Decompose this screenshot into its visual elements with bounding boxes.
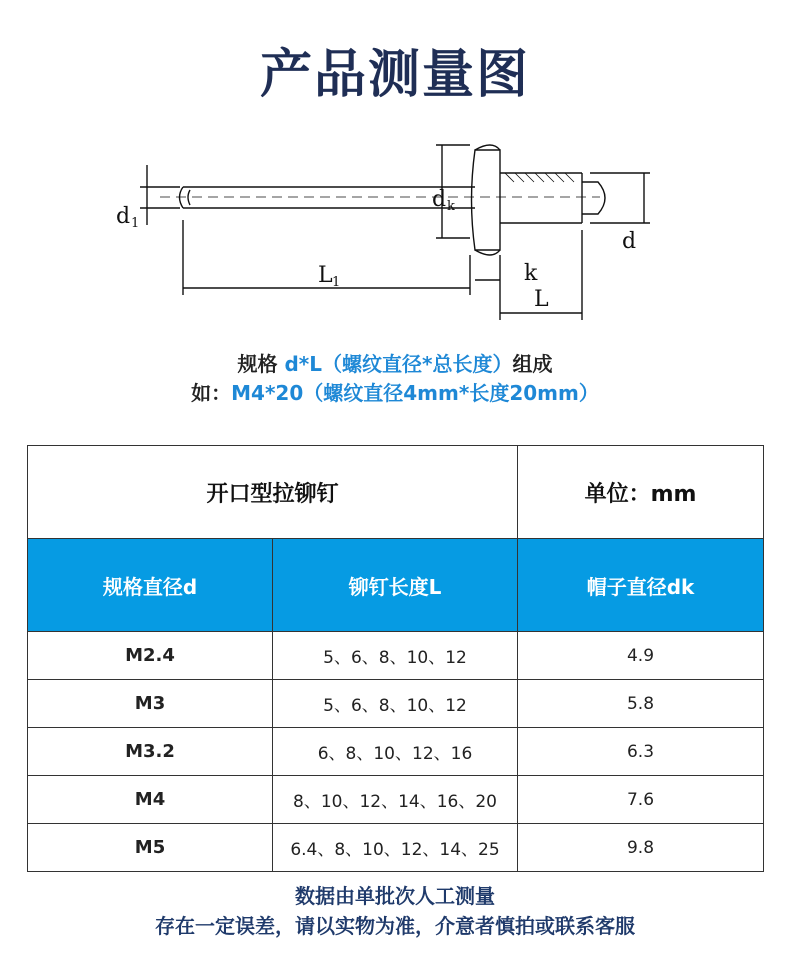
label-dk-sub: k — [447, 199, 455, 214]
spec-description — [0, 348, 790, 377]
label-k: k — [524, 261, 538, 286]
rivet-diagram — [0, 120, 790, 340]
label-L: L — [534, 287, 549, 312]
page-title: 产品测量图 — [259, 45, 530, 105]
cell-model: M2.4 — [28, 632, 273, 680]
header-head-diameter: 帽子直径dk — [518, 539, 764, 632]
header-diameter: 规格直径d — [28, 539, 273, 632]
cell-dk: 5.8 — [518, 680, 764, 728]
spec-table — [27, 445, 764, 872]
spec-formula: d*L（螺纹直径*总长度） — [284, 352, 513, 376]
table-row — [28, 728, 764, 776]
cell-length: 8、10、12、14、16、20 — [273, 776, 518, 824]
table-title-row — [28, 446, 764, 539]
cell-model: M5 — [28, 824, 273, 872]
label-d: d — [622, 229, 637, 254]
cell-model: M3.2 — [28, 728, 273, 776]
header-length: 铆钉长度L — [273, 539, 518, 632]
cell-length: 6、8、10、12、16 — [273, 728, 518, 776]
cell-length: 6.4、8、10、12、14、25 — [273, 824, 518, 872]
footer-note-1: 数据由单批次人工测量 — [295, 884, 495, 908]
example-value: M4*20（螺纹直径4mm*长度20mm） — [231, 381, 599, 405]
cell-length: 5、6、8、10、12 — [273, 632, 518, 680]
label-L1-sub: 1 — [332, 275, 341, 290]
spec-example — [0, 377, 790, 406]
cell-length: 5、6、8、10、12 — [273, 680, 518, 728]
table-row — [28, 776, 764, 824]
label-L1: L — [318, 263, 333, 288]
label-d1: d — [116, 204, 131, 229]
table-row — [28, 824, 764, 872]
cell-dk: 4.9 — [518, 632, 764, 680]
spec-suffix: 组成 — [512, 352, 553, 376]
example-prefix: 如： — [191, 381, 232, 405]
unit-label: 单位：mm — [518, 446, 764, 539]
product-name: 开口型拉铆钉 — [28, 446, 518, 539]
cell-dk: 7.6 — [518, 776, 764, 824]
cell-model: M3 — [28, 680, 273, 728]
footer-note-2: 存在一定误差，请以实物为准，介意者慎拍或联系客服 — [155, 914, 635, 938]
table-row — [28, 632, 764, 680]
spec-prefix: 规格 — [237, 352, 285, 376]
cell-dk: 6.3 — [518, 728, 764, 776]
cell-dk: 9.8 — [518, 824, 764, 872]
label-dk: d — [432, 187, 447, 212]
cell-model: M4 — [28, 776, 273, 824]
label-d1-sub: 1 — [131, 216, 140, 231]
table-row — [28, 680, 764, 728]
table-header-row — [28, 539, 764, 632]
